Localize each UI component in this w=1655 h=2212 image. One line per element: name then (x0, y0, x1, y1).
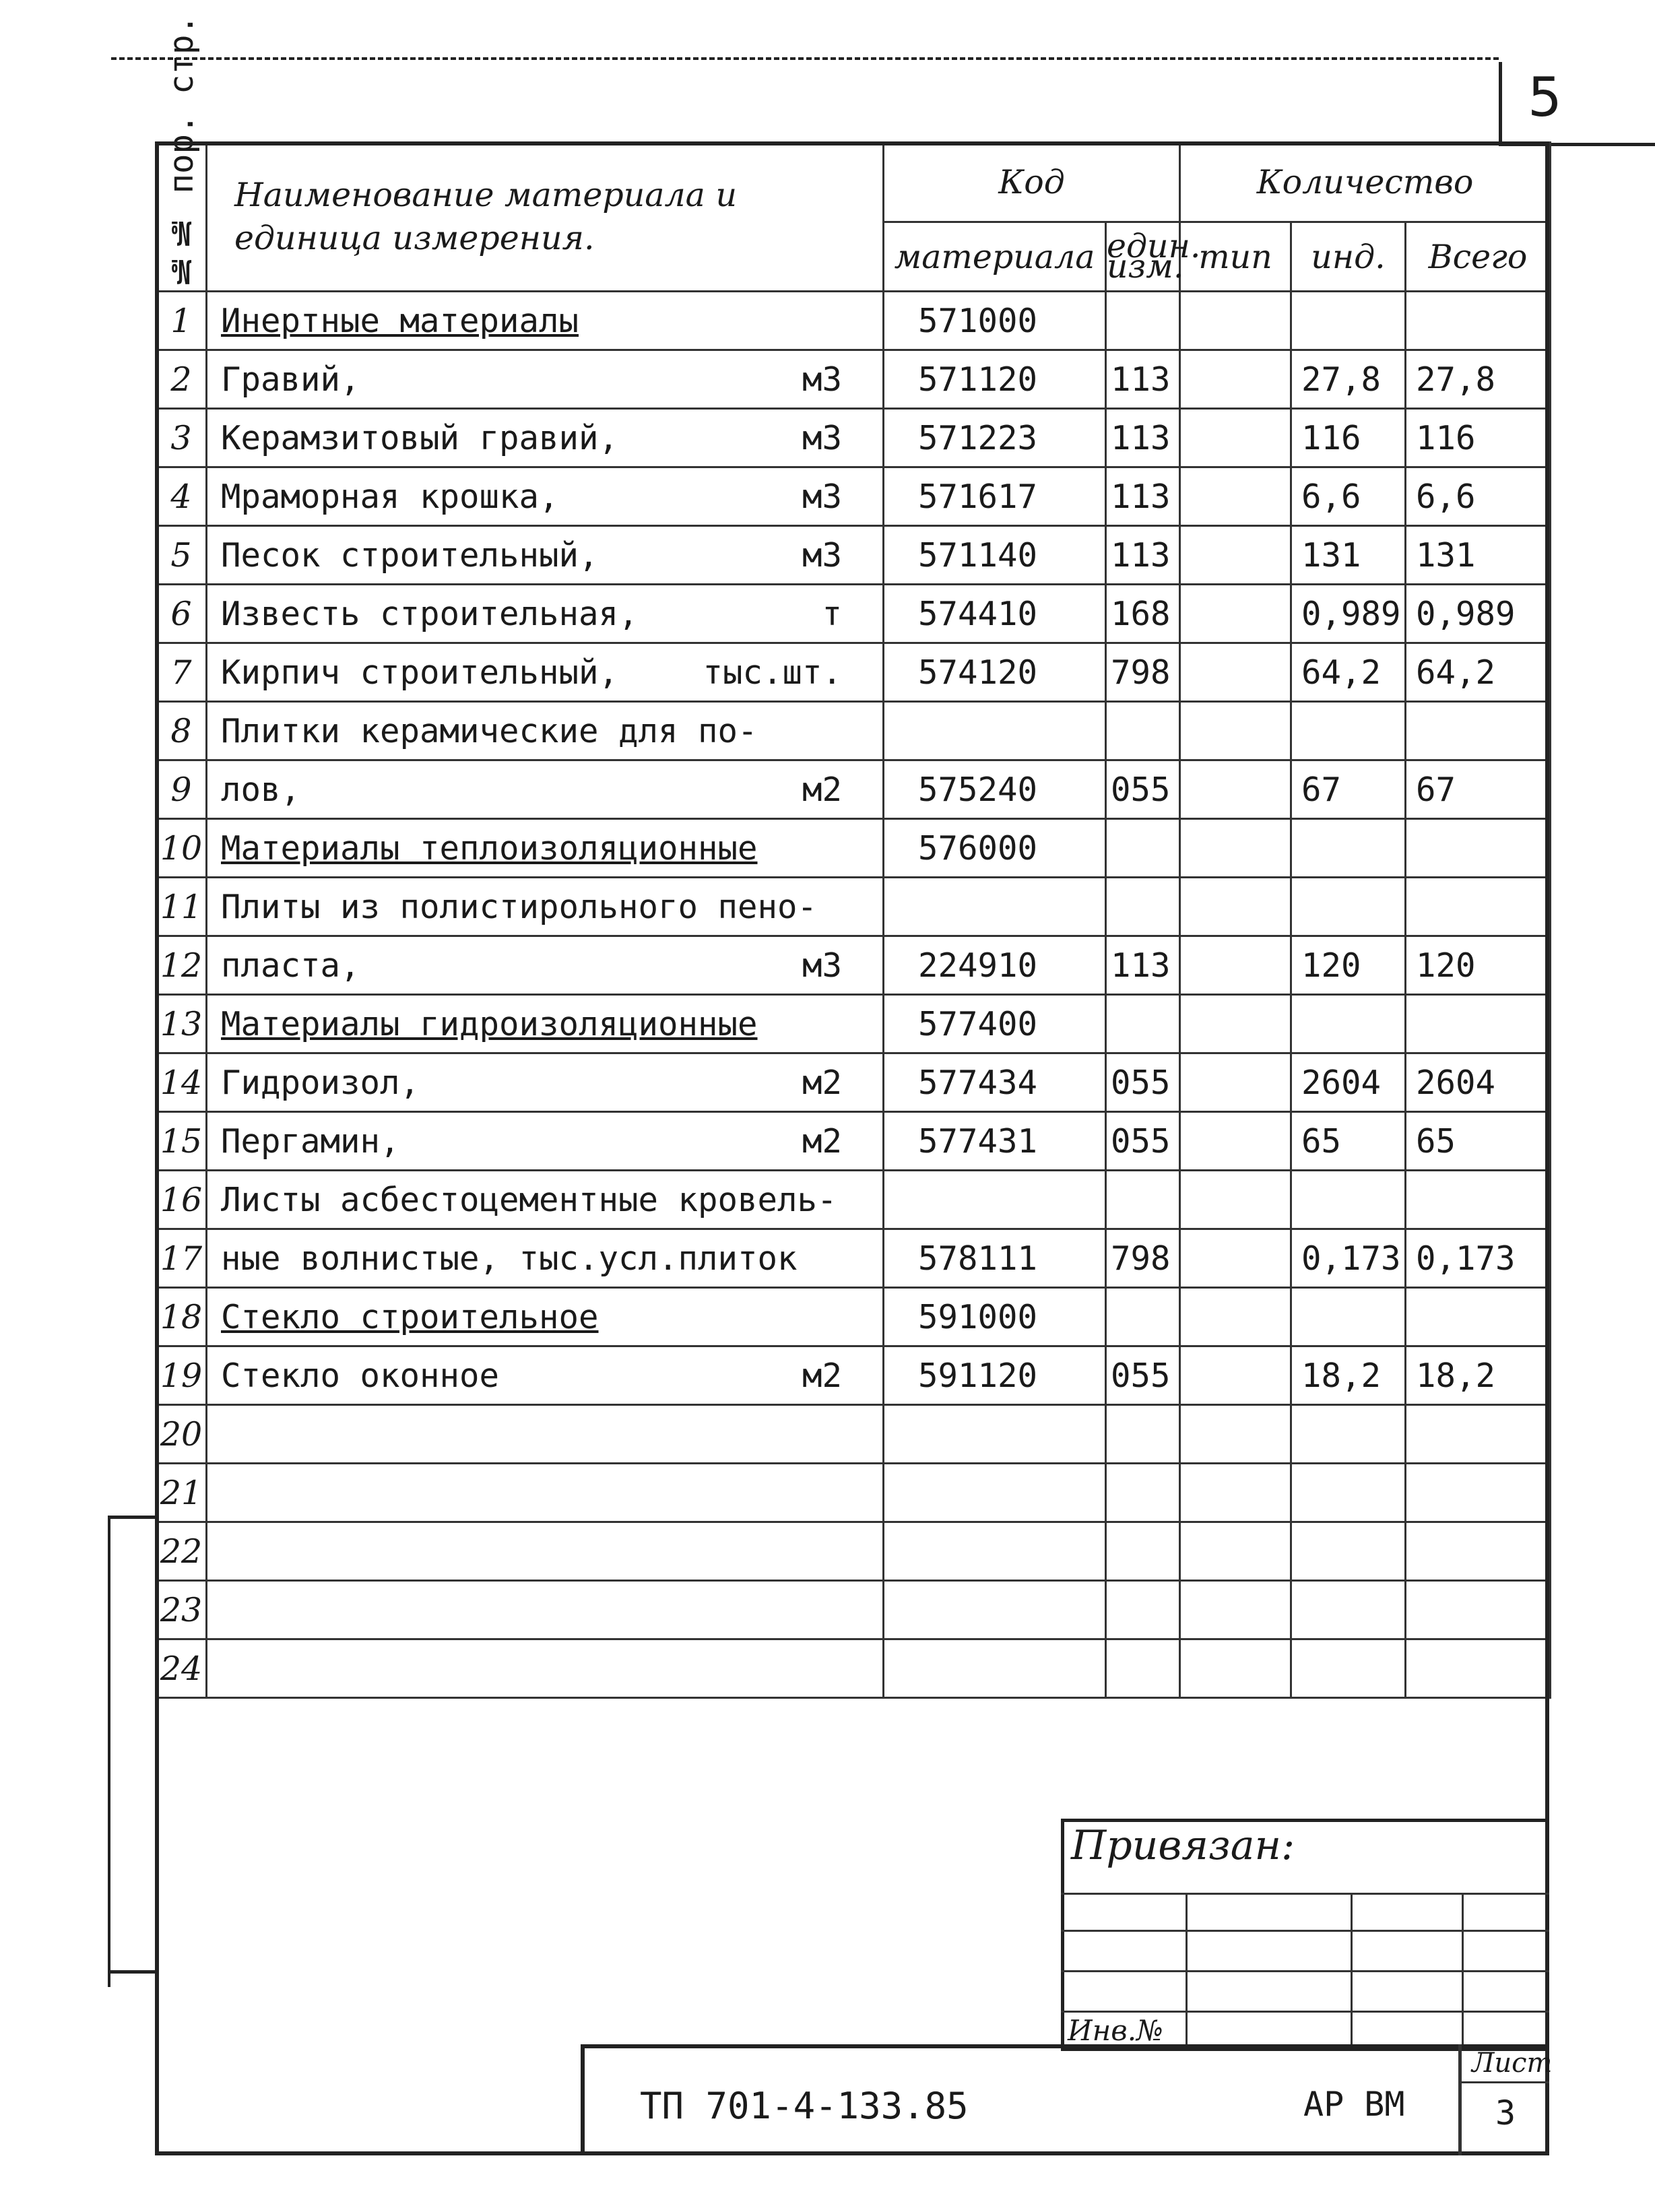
header-code-unit: един. изм. (1106, 222, 1180, 292)
binding-label: Привязан: (1071, 1822, 1295, 1869)
qty-total: 18,2 (1406, 1346, 1551, 1405)
material-name: Материалы теплоизоляционные (221, 828, 758, 868)
header-qty-ind: инд. (1291, 222, 1406, 292)
sheet-number: 3 (1495, 2093, 1516, 2133)
row-number: 9 (156, 760, 207, 819)
material-name: лов, (221, 770, 301, 809)
row-number: 11 (156, 878, 207, 936)
unit-code: 113 (1106, 526, 1180, 585)
material-name: Инертные материалы (221, 301, 579, 340)
material-name: Плитки керамические для по- (221, 711, 758, 750)
qty-ind: 0,173 (1291, 1229, 1406, 1288)
left-margin-tick (108, 1970, 155, 1974)
material-code: 577431 (884, 1112, 1106, 1171)
binding-rule (1061, 2011, 1549, 2013)
material-name: Песок строительный, (221, 535, 599, 575)
header-quantity: Количество (1180, 143, 1551, 222)
material-name: Плиты из полистирольного пено- (221, 887, 818, 926)
row-number: 6 (156, 585, 207, 643)
row-number: 3 (156, 409, 207, 467)
material-code: 571000 (884, 292, 1106, 350)
unit-code: 168 (1106, 585, 1180, 643)
page-number-box (1499, 62, 1655, 146)
stamp-divider (1458, 2044, 1462, 2155)
sheet-label: Лист (1472, 2048, 1553, 2079)
material-name: Известь строительная, (221, 594, 639, 633)
material-name: Стекло строительное (221, 1297, 599, 1336)
material-code: 591000 (884, 1288, 1106, 1346)
material-code: 574120 (884, 643, 1106, 702)
material-code: 574410 (884, 585, 1106, 643)
row-number: 5 (156, 526, 207, 585)
unit-code: 798 (1106, 1229, 1180, 1288)
header-code-material: материала (884, 222, 1106, 292)
unit-code: 798 (1106, 643, 1180, 702)
top-dashed-line (111, 57, 1499, 60)
binding-divider (1462, 1893, 1464, 2048)
unit-of-measure: м3 (802, 535, 842, 575)
row-number: 17 (156, 1229, 207, 1288)
page-number: 5 (1528, 66, 1562, 129)
unit-code: 055 (1106, 1346, 1180, 1405)
unit-of-measure: м3 (802, 418, 842, 457)
unit-of-measure: м3 (802, 946, 842, 985)
material-code: 571617 (884, 467, 1106, 526)
row-number: 15 (156, 1112, 207, 1171)
qty-total: 131 (1406, 526, 1551, 585)
material-code: 591120 (884, 1346, 1106, 1405)
stamp-rule (1458, 2081, 1549, 2083)
row-number: 23 (156, 1581, 207, 1639)
unit-code: 055 (1106, 1112, 1180, 1171)
unit-of-measure: т (822, 594, 842, 633)
material-name: Пергамин, (221, 1121, 400, 1161)
material-name: Материалы гидроизоляционные (221, 1004, 758, 1043)
row-number: 16 (156, 1171, 207, 1229)
qty-total: 116 (1406, 409, 1551, 467)
material-name: ные волнистые, тыс.усл.плиток (221, 1239, 798, 1278)
qty-total: 65 (1406, 1112, 1551, 1171)
unit-code: 113 (1106, 409, 1180, 467)
unit-of-measure: м2 (802, 1356, 842, 1395)
material-name: Керамзитовый гравий, (221, 418, 619, 457)
section-code: АР ВМ (1303, 2085, 1405, 2124)
material-code: 576000 (884, 819, 1106, 878)
material-name: Листы асбестоцементные кровель- (221, 1180, 837, 1219)
binding-divider (1351, 1893, 1353, 2048)
left-margin-line (108, 1516, 110, 1987)
binding-rule (1061, 1970, 1549, 1972)
material-code: 577434 (884, 1053, 1106, 1112)
qty-ind: 131 (1291, 526, 1406, 585)
unit-code: 113 (1106, 350, 1180, 409)
header-qty-typ: тип (1180, 222, 1291, 292)
binding-rule (1061, 1930, 1549, 1932)
unit-of-measure: м2 (802, 1063, 842, 1102)
row-number: 4 (156, 467, 207, 526)
qty-total: 2604 (1406, 1053, 1551, 1112)
qty-total: 27,8 (1406, 350, 1551, 409)
row-number: 13 (156, 995, 207, 1053)
material-code: 571223 (884, 409, 1106, 467)
unit-of-measure: м2 (802, 1121, 842, 1161)
row-number: 19 (156, 1346, 207, 1405)
unit-code: 055 (1106, 760, 1180, 819)
row-number: 10 (156, 819, 207, 878)
unit-of-measure: м3 (802, 477, 842, 516)
qty-ind: 6,6 (1291, 467, 1406, 526)
material-name: Гидроизол, (221, 1063, 420, 1102)
qty-total: 120 (1406, 936, 1551, 995)
row-number: 7 (156, 643, 207, 702)
header-qty-total: Всего (1406, 222, 1551, 292)
material-code: 575240 (884, 760, 1106, 819)
header-code: Код (884, 143, 1180, 222)
qty-ind: 65 (1291, 1112, 1406, 1171)
qty-total: 0,173 (1406, 1229, 1551, 1288)
qty-ind: 64,2 (1291, 643, 1406, 702)
unit-code: 113 (1106, 936, 1180, 995)
left-margin-tick (108, 1516, 155, 1519)
material-name: Кирпич строительный, (221, 653, 619, 692)
binding-rule (1061, 1893, 1549, 1895)
document-code: ТП 701-4-133.85 (640, 2085, 969, 2127)
row-number: 2 (156, 350, 207, 409)
header-name: Наименование материала и единица измерения. (207, 143, 884, 292)
material-code: 577400 (884, 995, 1106, 1053)
unit-of-measure: м2 (802, 770, 842, 809)
row-number: 14 (156, 1053, 207, 1112)
row-number: 8 (156, 702, 207, 760)
qty-ind: 0,989 (1291, 585, 1406, 643)
binding-inv-label: Инв.№ (1068, 2014, 1163, 2047)
material-name: пласта, (221, 946, 360, 985)
row-number: 24 (156, 1639, 207, 1698)
qty-ind: 2604 (1291, 1053, 1406, 1112)
material-code: 571120 (884, 350, 1106, 409)
binding-divider (1186, 1893, 1188, 2048)
material-code: 571140 (884, 526, 1106, 585)
qty-ind: 67 (1291, 760, 1406, 819)
row-number: 20 (156, 1405, 207, 1464)
qty-ind: 27,8 (1291, 350, 1406, 409)
row-number: 1 (156, 292, 207, 350)
qty-total: 0,989 (1406, 585, 1551, 643)
header-row-number: №№ пор. стр. (156, 143, 207, 292)
unit-of-measure: м3 (802, 360, 842, 399)
qty-ind: 116 (1291, 409, 1406, 467)
unit-code: 055 (1106, 1053, 1180, 1112)
material-name: Гравий, (221, 360, 360, 399)
qty-ind: 18,2 (1291, 1346, 1406, 1405)
material-code: 224910 (884, 936, 1106, 995)
row-number: 12 (156, 936, 207, 995)
row-number: 22 (156, 1522, 207, 1581)
row-number: 21 (156, 1464, 207, 1522)
material-name: Мраморная крошка, (221, 477, 559, 516)
qty-ind: 120 (1291, 936, 1406, 995)
unit-code: 113 (1106, 467, 1180, 526)
material-name: Стекло оконное (221, 1356, 500, 1395)
row-number: 18 (156, 1288, 207, 1346)
qty-total: 67 (1406, 760, 1551, 819)
qty-total: 6,6 (1406, 467, 1551, 526)
material-code: 578111 (884, 1229, 1106, 1288)
unit-of-measure: тыс.шт. (703, 653, 842, 692)
qty-total: 64,2 (1406, 643, 1551, 702)
